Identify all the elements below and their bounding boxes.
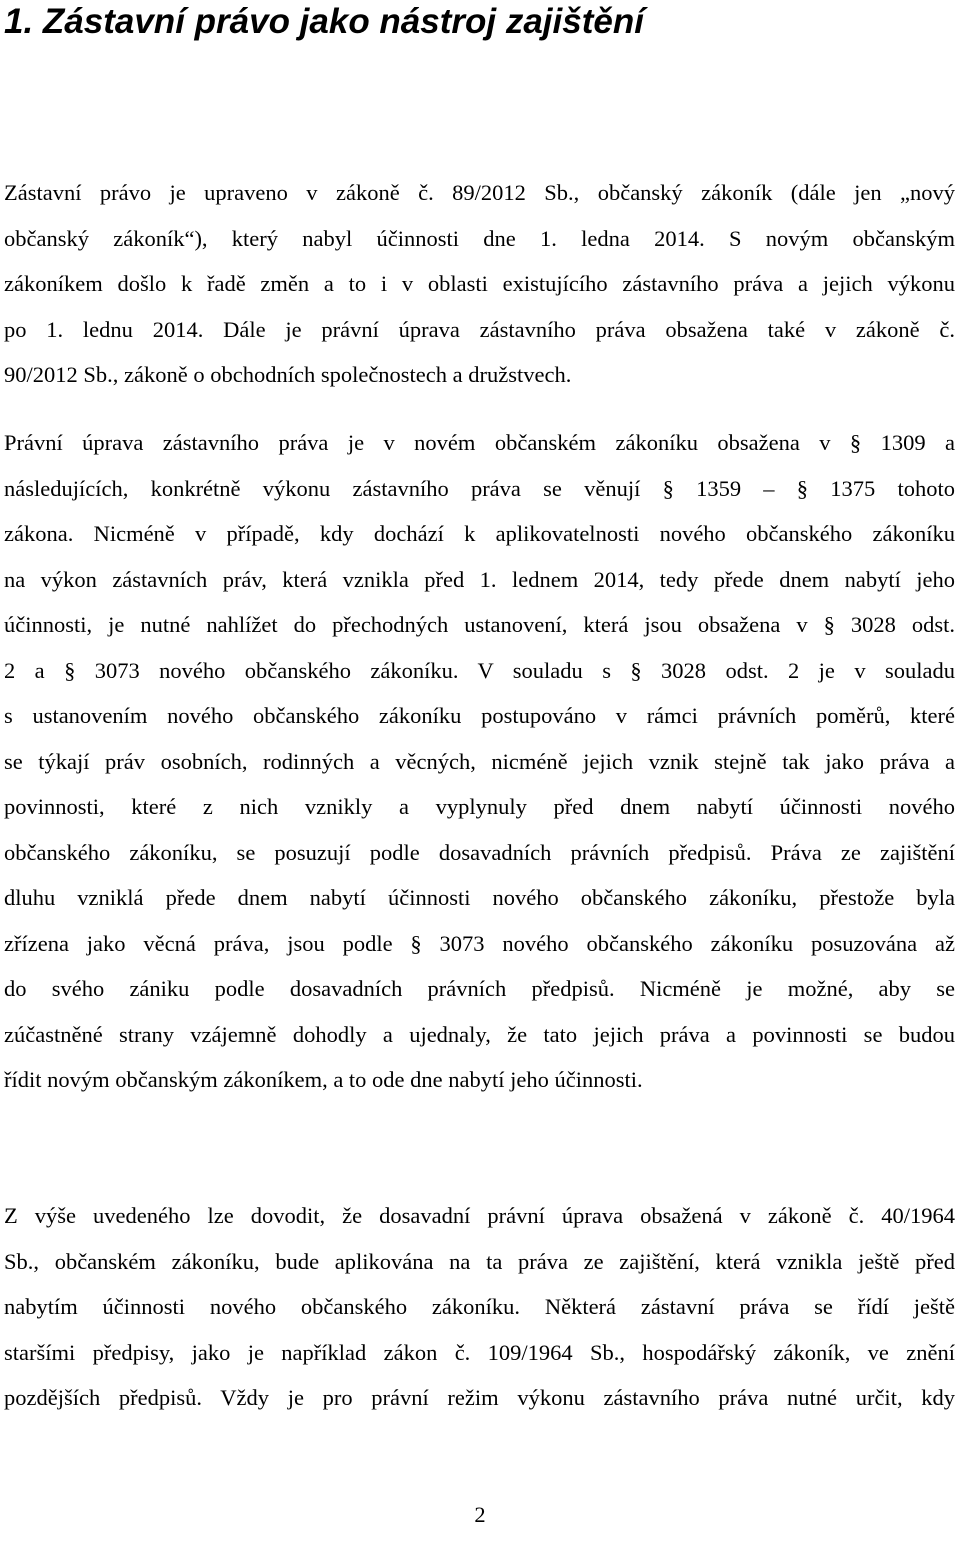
chapter-heading: 1. Zástavní právo jako nástroj zajištění bbox=[4, 2, 644, 41]
paragraph-line: zřízena jako věcná práva, jsou podle § 3073 nového občanského zákoníku posuzována až bbox=[4, 930, 955, 956]
paragraph-line: s ustanovením nového občanského zákoníku postupováno v rámci právních poměrů, které bbox=[4, 703, 955, 728]
paragraph-line: pozdějších předpisů. Vždy je pro právní režim výkonu zástavního práva nutné určit, kdy bbox=[4, 1385, 955, 1410]
paragraph-line: po 1. lednu 2014. Dále je právní úprava zástavního práva obsažena také v zákoně č. bbox=[4, 316, 955, 342]
paragraph-line: řídit novým občanským zákoníkem, a to ode dne nabytí jeho účinnosti. bbox=[4, 1067, 643, 1092]
paragraph-line: Právní úprava zástavního práva je v novém občanském zákoníku obsažena v § 1309 a bbox=[4, 430, 955, 455]
paragraph-line: Zástavní právo je upraveno v zákoně č. 89/2012 Sb., občanský zákoník (dále jen „nový bbox=[4, 180, 955, 205]
paragraph-3 bbox=[4, 1193, 955, 1421]
paragraph-line: 2 a § 3073 nového občanského zákoníku. V souladu s § 3028 odst. 2 je v souladu bbox=[4, 657, 955, 683]
paragraph-line: Sb., občanském zákoníku, bude aplikována na ta práva ze zajištění, která vznikla ještě před bbox=[4, 1248, 955, 1274]
paragraph-line: Z výše uvedeného lze dovodit, že dosavadní právní úprava obsažená v zákoně č. 40/1964 bbox=[4, 1203, 955, 1228]
paragraph-line: do svého zániku podle dosavadních právních předpisů. Nicméně je možné, aby se bbox=[4, 976, 955, 1001]
paragraph-line: dluhu vzniklá přede dnem nabytí účinnosti nového občanského zákoníku, přestože byla bbox=[4, 885, 955, 910]
page-number: 2 bbox=[474, 1502, 486, 1527]
paragraph-line: následujících, konkrétně výkonu zástavního práva se věnují § 1359 – § 1375 tohoto bbox=[4, 475, 955, 501]
paragraph-line: povinnosti, které z nich vznikly a vyplynuly před dnem nabytí účinnosti nového bbox=[4, 794, 955, 819]
paragraph-line: občanský zákoník“), který nabyl účinnosti dne 1. ledna 2014. S novým občanským bbox=[4, 225, 955, 251]
paragraph-line: nabytím účinnosti nového občanského zákoníku. Některá zástavní práva se řídí ještě bbox=[4, 1294, 955, 1319]
paragraph-line: se týkají práv osobních, rodinných a věcných, nicméně jejich vznik stejně tak jako práva a bbox=[4, 748, 955, 774]
paragraph-line: zúčastněné strany vzájemně dohodly a ujednaly, že tato jejich práva a povinnosti se budou bbox=[4, 1021, 955, 1047]
paragraph-line: účinnosti, je nutné nahlížet do přechodných ustanovení, která jsou obsažena v § 3028 odst. bbox=[4, 612, 955, 637]
paragraph-line: na výkon zástavních práv, která vznikla před 1. lednem 2014, tedy přede dnem nabytí jeho bbox=[4, 566, 955, 592]
paragraph-line: 90/2012 Sb., zákoně o obchodních společnostech a družstvech. bbox=[4, 362, 572, 387]
paragraph-line: zákoníkem došlo k řadě změn a to i v oblasti existujícího zástavního práva a jejich výkonu bbox=[4, 271, 955, 296]
paragraph-line: občanského zákoníku, se posuzují podle dosavadních právních předpisů. Práva ze zajištění bbox=[4, 839, 955, 865]
paragraph-2 bbox=[4, 420, 955, 1103]
paragraph-line: staršími předpisy, jako je například zákon č. 109/1964 Sb., hospodářský zákoník, ve znění bbox=[4, 1339, 955, 1365]
paragraph-1 bbox=[4, 170, 955, 398]
paragraph-line: zákona. Nicméně v případě, kdy dochází k aplikovatelnosti nového občanského zákoníku bbox=[4, 521, 955, 546]
